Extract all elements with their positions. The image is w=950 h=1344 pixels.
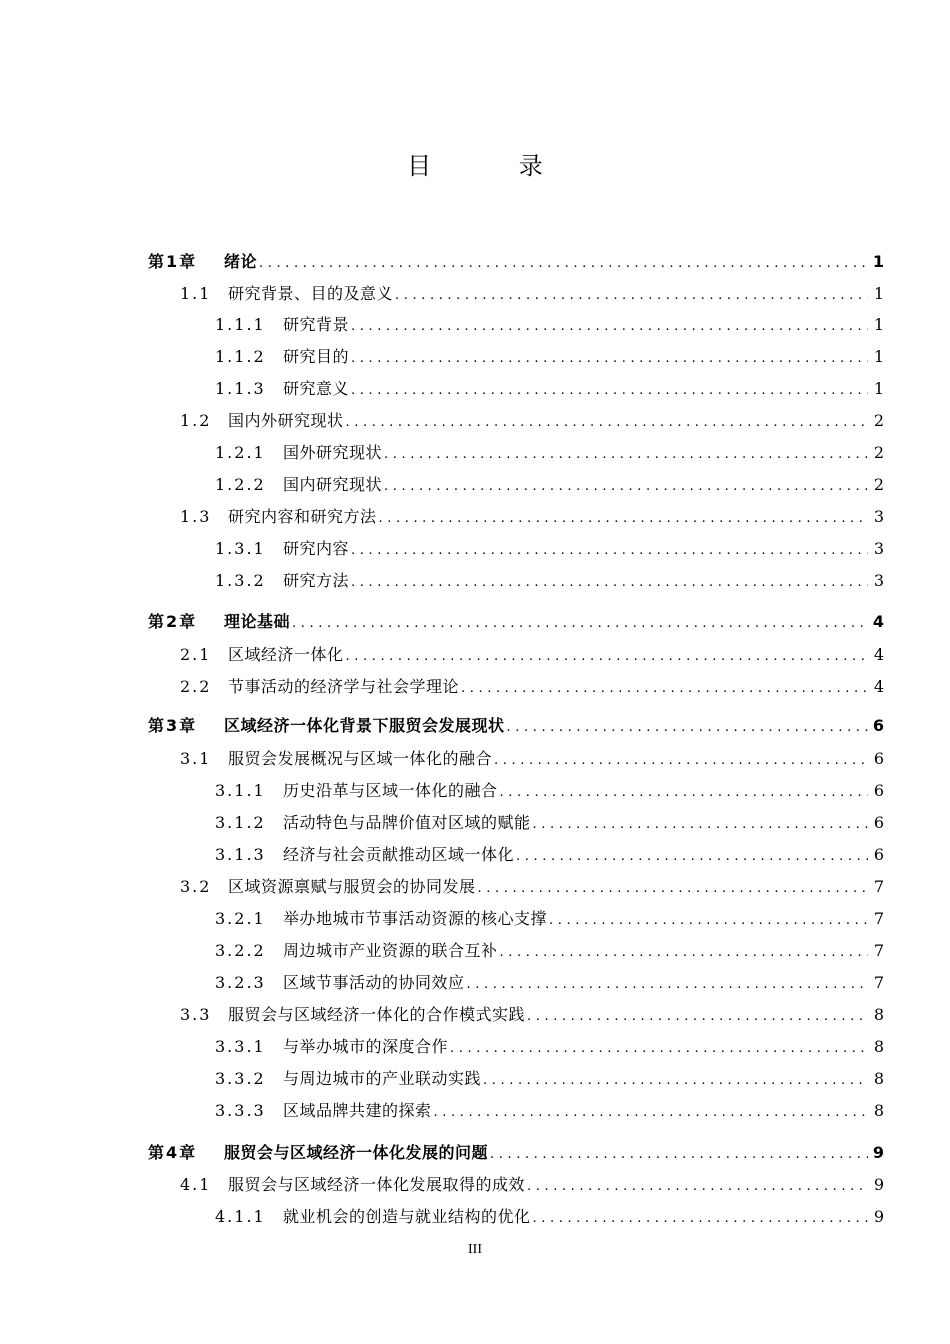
toc-entry-title: 理论基础 [224, 612, 291, 631]
toc-entry-number: 1.2.2 [215, 475, 266, 494]
toc-entry-number: 2.2 [180, 677, 212, 696]
toc-entry-page: 9 [872, 1143, 884, 1162]
toc-entry-number: 1.1.3 [215, 379, 266, 398]
toc-entry-title: 与周边城市的产业联动实践 [283, 1069, 482, 1088]
toc-entry-number: 1.2.1 [215, 443, 266, 462]
toc-entry-page: 6 [873, 781, 884, 800]
toc-entry-title: 研究内容 [283, 539, 350, 558]
toc-leader-dots [533, 813, 868, 837]
toc-entry-title: 服贸会与区域经济一体化的合作模式实践 [228, 1005, 526, 1024]
toc-leader-dots [478, 877, 868, 901]
toc-chapter-entry[interactable] [148, 714, 884, 738]
toc-entry-page: 8 [873, 1037, 884, 1056]
toc-subsection-entry[interactable] [215, 1099, 884, 1123]
toc-entry-number: 4.1.1 [215, 1207, 266, 1226]
toc-entry-title: 国内研究现状 [283, 475, 383, 494]
toc-entry-number: 3.3.1 [215, 1037, 266, 1056]
toc-entry-page: 1 [872, 252, 884, 271]
toc-entry-title: 区域节事活动的协同效应 [283, 973, 465, 992]
toc-leader-dots [346, 411, 868, 435]
toc-entry-title: 区域资源禀赋与服贸会的协同发展 [228, 877, 476, 896]
toc-subsection-entry[interactable] [215, 1205, 884, 1229]
toc-entry-page: 7 [873, 973, 884, 992]
toc-leader-dots [507, 716, 868, 740]
toc-entry-number: 1.1.1 [215, 315, 266, 334]
toc-leader-dots [351, 347, 868, 371]
toc-leader-dots [351, 315, 868, 339]
toc-entry-title: 就业机会的创造与就业结构的优化 [283, 1207, 531, 1226]
toc-entry-title: 区域品牌共建的探索 [283, 1101, 432, 1120]
toc-leader-dots [292, 612, 868, 636]
toc-leader-dots [500, 941, 868, 965]
toc-entry-page: 3 [873, 507, 884, 526]
toc-section-entry[interactable] [180, 675, 884, 699]
toc-entry-number: 3.2.3 [215, 973, 266, 992]
toc-leader-dots [549, 909, 868, 933]
toc-entry-title: 国内外研究现状 [228, 411, 344, 430]
toc-leader-dots [384, 443, 868, 467]
toc-leader-dots [395, 284, 868, 308]
toc-leader-dots [379, 507, 868, 531]
toc-entry-title: 国外研究现状 [283, 443, 383, 462]
toc-subsection-entry[interactable] [215, 569, 884, 593]
toc-leader-dots [467, 973, 868, 997]
toc-entry-page: 8 [873, 1069, 884, 1088]
toc-chapter-entry[interactable] [148, 610, 884, 634]
toc-entry-title: 服贸会与区域经济一体化发展取得的成效 [228, 1175, 526, 1194]
toc-leader-dots [527, 1005, 868, 1029]
toc-entry-page: 2 [873, 411, 884, 430]
toc-entry-page: 8 [873, 1101, 884, 1120]
toc-leader-dots [516, 845, 868, 869]
toc-entry-number: 1.3 [180, 507, 212, 526]
toc-subsection-entry[interactable] [215, 441, 884, 465]
toc-section-entry[interactable] [180, 1173, 884, 1197]
toc-entry-page: 7 [873, 877, 884, 896]
toc-subsection-entry[interactable] [215, 843, 884, 867]
toc-subsection-entry[interactable] [215, 537, 884, 561]
toc-leader-dots [483, 1069, 868, 1093]
toc-entry-page: 7 [873, 909, 884, 928]
toc-entry-number: 3.2 [180, 877, 212, 896]
toc-entry-page: 2 [873, 443, 884, 462]
toc-entry-number: 第1章 [148, 252, 198, 271]
toc-entry-page: 4 [872, 612, 884, 631]
toc-entry-number: 1.1 [180, 284, 212, 303]
toc-subsection-entry[interactable] [215, 779, 884, 803]
toc-subsection-entry[interactable] [215, 473, 884, 497]
toc-entry-number: 第3章 [148, 716, 198, 735]
toc-section-entry[interactable] [180, 409, 884, 433]
toc-entry-number: 1.1.2 [215, 347, 266, 366]
toc-entry-number: 第2章 [148, 612, 198, 631]
toc-entry-title: 区域经济一体化 [228, 645, 344, 664]
toc-section-entry[interactable] [180, 282, 884, 306]
toc-entry-title: 历史沿革与区域一体化的融合 [283, 781, 498, 800]
page-title: 目 录 [407, 152, 583, 180]
toc-leader-dots [434, 1101, 868, 1125]
toc-entry-page: 2 [873, 475, 884, 494]
toc-entry-page: 7 [873, 941, 884, 960]
toc-entry-title: 研究方法 [283, 571, 350, 590]
toc-leader-dots [384, 475, 868, 499]
toc-entry-number: 3.2.2 [215, 941, 266, 960]
toc-entry-page: 1 [873, 284, 884, 303]
toc-entry-number: 1.3.1 [215, 539, 266, 558]
toc-entry-title: 研究背景 [283, 315, 350, 334]
toc-chapter-entry[interactable] [148, 1141, 884, 1165]
toc-entry-number: 3.3.3 [215, 1101, 266, 1120]
toc-subsection-entry[interactable] [215, 939, 884, 963]
toc-entry-title: 活动特色与品牌价值对区域的赋能 [283, 813, 531, 832]
toc-entry-number: 3.1.1 [215, 781, 266, 800]
toc-entry-title: 经济与社会贡献推动区域一体化 [283, 845, 515, 864]
toc-entry-number: 1.3.2 [215, 571, 266, 590]
toc-leader-dots [450, 1037, 868, 1061]
toc-entry-page: 9 [873, 1175, 884, 1194]
toc-entry-page: 4 [873, 677, 884, 696]
toc-section-entry[interactable] [180, 875, 884, 899]
toc-entry-number: 4.1 [180, 1175, 212, 1194]
toc-leader-dots [351, 539, 868, 563]
toc-entry-page: 1 [873, 347, 884, 366]
toc-entry-title: 与举办城市的深度合作 [283, 1037, 449, 1056]
toc-entry-title: 绪论 [224, 252, 258, 271]
toc-entry-page: 3 [873, 539, 884, 558]
toc-section-entry[interactable] [180, 747, 884, 771]
toc-entry-number: 1.2 [180, 411, 212, 430]
toc-leader-dots [494, 749, 868, 773]
toc-entry-page: 6 [873, 845, 884, 864]
toc-subsection-entry[interactable] [215, 313, 884, 337]
toc-subsection-entry[interactable] [215, 345, 884, 369]
toc-subsection-entry[interactable] [215, 811, 884, 835]
toc-entry-title: 研究目的 [283, 347, 350, 366]
toc-entry-title: 举办地城市节事活动资源的核心支撑 [283, 909, 548, 928]
toc-entry-title: 节事活动的经济学与社会学理论 [228, 677, 460, 696]
toc-entry-title: 服贸会与区域经济一体化发展的问题 [224, 1143, 489, 1162]
toc-leader-dots [490, 1143, 868, 1167]
toc-entry-title: 周边城市产业资源的联合互补 [283, 941, 498, 960]
toc-leader-dots [500, 781, 868, 805]
toc-entry-number: 3.1.2 [215, 813, 266, 832]
toc-leader-dots [461, 677, 868, 701]
toc-leader-dots [351, 571, 868, 595]
toc-entry-number: 3.1 [180, 749, 212, 768]
toc-leader-dots [527, 1175, 868, 1199]
toc-subsection-entry[interactable] [215, 1035, 884, 1059]
toc-entry-title: 研究内容和研究方法 [228, 507, 377, 526]
toc-entry-number: 2.1 [180, 645, 212, 664]
toc-subsection-entry[interactable] [215, 971, 884, 995]
toc-entry-page: 6 [873, 749, 884, 768]
toc-entry-page: 6 [872, 716, 884, 735]
toc-entry-page: 1 [873, 315, 884, 334]
toc-entry-title: 区域经济一体化背景下服贸会发展现状 [224, 716, 505, 735]
toc-entry-title: 服贸会发展概况与区域一体化的融合 [228, 749, 493, 768]
toc-entry-page: 8 [873, 1005, 884, 1024]
toc-entry-number: 3.1.3 [215, 845, 266, 864]
toc-leader-dots [533, 1207, 868, 1231]
toc-entry-number: 第4章 [148, 1143, 198, 1162]
toc-entry-page: 4 [873, 645, 884, 664]
toc-chapter-entry[interactable] [148, 250, 884, 274]
toc-entry-page: 9 [873, 1207, 884, 1226]
toc-entry-page: 6 [873, 813, 884, 832]
toc-leader-dots [259, 252, 868, 276]
toc-leader-dots [351, 379, 868, 403]
toc-section-entry[interactable] [180, 505, 884, 529]
toc-subsection-entry[interactable] [215, 907, 884, 931]
toc-entry-number: 3.2.1 [215, 909, 266, 928]
toc-entry-title: 研究意义 [283, 379, 350, 398]
toc-entry-page: 3 [873, 571, 884, 590]
toc-section-entry[interactable] [180, 1003, 884, 1027]
page-number-footer: III [468, 1242, 482, 1257]
toc-leader-dots [346, 645, 868, 669]
toc-entry-page: 1 [873, 379, 884, 398]
toc-subsection-entry[interactable] [215, 377, 884, 401]
toc-section-entry[interactable] [180, 643, 884, 667]
toc-entry-title: 研究背景、目的及意义 [228, 284, 394, 303]
toc-entry-number: 3.3.2 [215, 1069, 266, 1088]
toc-entry-number: 3.3 [180, 1005, 212, 1024]
toc-subsection-entry[interactable] [215, 1067, 884, 1091]
